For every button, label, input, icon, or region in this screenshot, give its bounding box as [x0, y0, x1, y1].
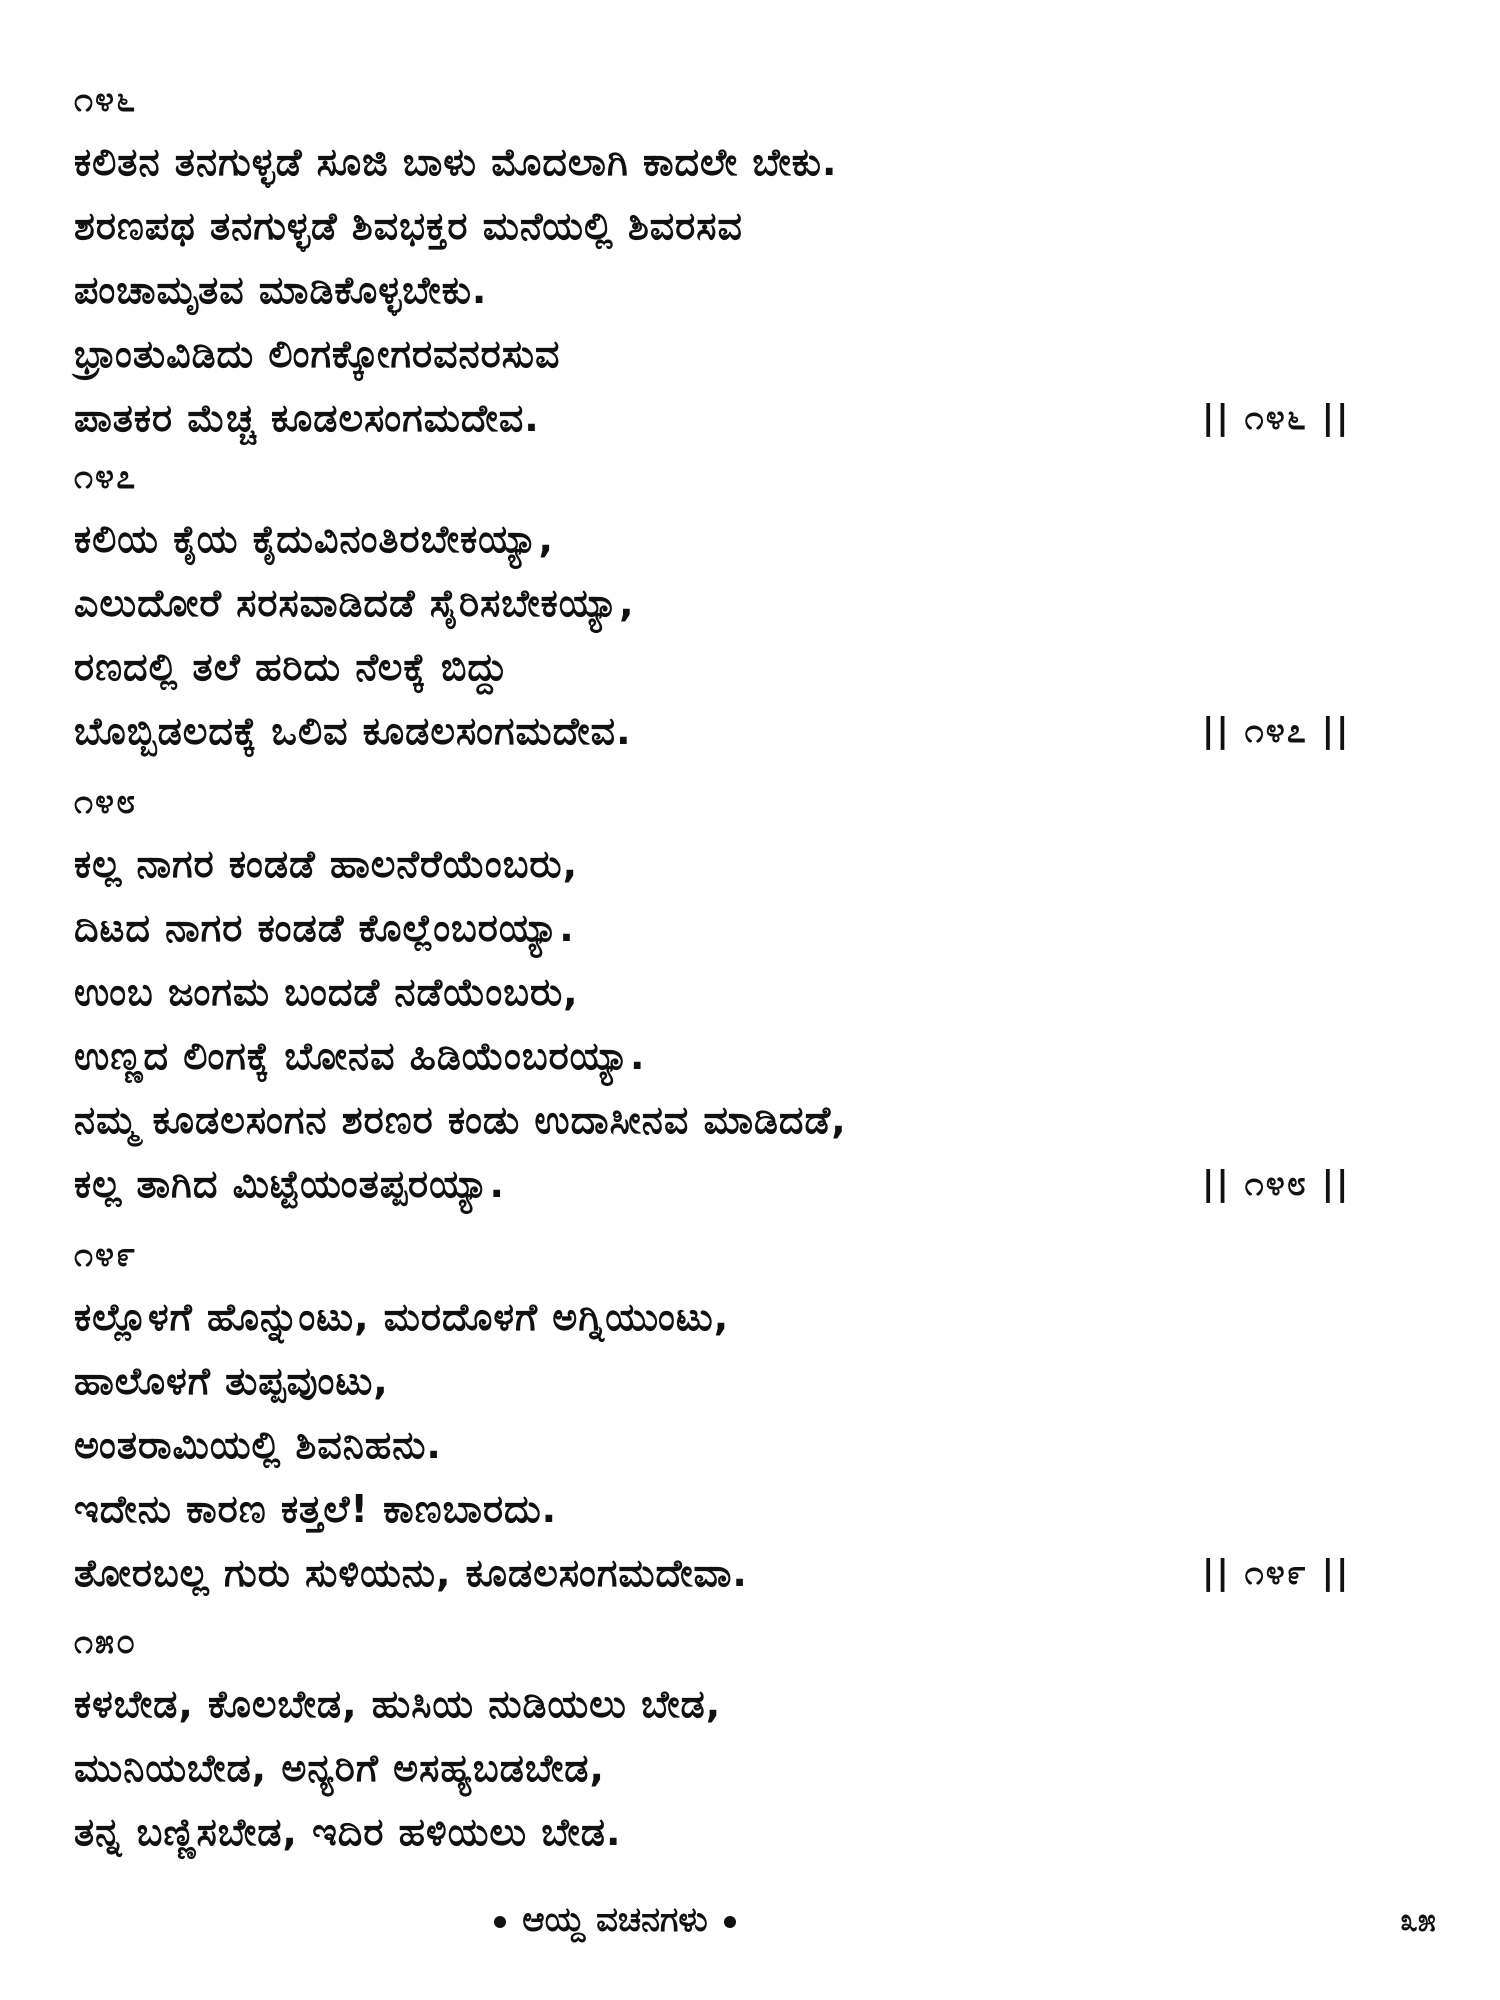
- verse-line: ಕಲಿತನ ತನಗುಳ್ಳಡೆ ಸೂಜಿ ಬಾಳು ಮೊದಲಾಗಿ ಕಾದಲೇ ಬೇಕು.: [74, 140, 838, 184]
- verse-end-marker: || ೧೪೭ ||: [1202, 711, 1351, 751]
- verse-line: ಪಂಚಾಮೃತವ ಮಾಡಿಕೊಳ್ಳಬೇಕು.: [74, 268, 488, 312]
- verse-end-marker: || ೧೪೬ ||: [1202, 398, 1351, 438]
- verse-line-text: ಬೊಬ್ಬಿಡಲದಕ್ಕೆ ಒಲಿವ ಕೂಡಲಸಂಗಮದೇವ.: [74, 709, 632, 753]
- verse-line: ಕಳಬೇಡ, ಕೊಲಬೇಡ, ಹುಸಿಯ ನುಡಿಯಲು ಬೇಡ,: [74, 1682, 722, 1726]
- verse-150: [74, 1620, 1384, 1864]
- verse-end-marker: || ೧೪೮ ||: [1202, 1164, 1351, 1204]
- verse-last-line: [74, 386, 1384, 450]
- verse-line-text: ಪಾತಕರ ಮೆಚ್ಚ ಕೂಡಲಸಂಗಮದೇವ.: [74, 396, 540, 440]
- verse-number: ೧೪೭: [74, 457, 138, 497]
- verse-line: ಕಲ್ಲೊಳಗೆ ಹೊನ್ನುಂಟು, ಮರದೊಳಗೆ ಅಗ್ನಿಯುಂಟು,: [74, 1295, 730, 1339]
- verse-line: ದಿಟದ ನಾಗರ ಕಂಡಡೆ ಕೊಲ್ಲೆಂಬರಯ್ಯಾ.: [74, 906, 575, 950]
- verse-number: ೧೫೦: [74, 1622, 138, 1662]
- verse-line: ಹಾಲೊಳಗೆ ತುಪ್ಪವುಂಟು,: [74, 1359, 389, 1403]
- verse-148: [74, 780, 1384, 1216]
- page-footer: [0, 1895, 1500, 1945]
- verse-149: [74, 1233, 1384, 1605]
- verse-line: ಭ್ರಾಂತುವಿಡಿದು ಲಿಂಗಕ್ಕೋಗರವನರಸುವ: [74, 332, 561, 376]
- verse-end-marker: || ೧೪೯ ||: [1202, 1553, 1351, 1593]
- verse-146: [74, 78, 1384, 450]
- running-footer: [0, 1895, 1230, 1945]
- verse-line: ಶರಣಪಥ ತನಗುಳ್ಳಡೆ ಶಿವಭಕ್ತರ ಮನೆಯಲ್ಲಿ ಶಿವರಸವ: [74, 204, 743, 248]
- verse-line: ನಮ್ಮ ಕೂಡಲಸಂಗನ ಶರಣರ ಕಂಡು ಉದಾಸೀನವ ಮಾಡಿದಡೆ,: [74, 1098, 847, 1142]
- verse-number: ೧೪೬: [74, 80, 138, 120]
- footer-title-text: ಆಯ್ದ ವಚನಗಳು: [522, 1900, 708, 1940]
- verse-line: ತನ್ನ ಬಣ್ಣಿಸಬೇಡ, ಇದಿರ ಹಳಿಯಲು ಬೇಡ.: [74, 1810, 622, 1854]
- verse-line: ಅಂತರಾಮಿಯಲ್ಲಿ ಶಿವನಿಹನು.: [74, 1423, 442, 1467]
- verse-line: ಕಲಿಯ ಕೈಯ ಕೈದುವಿನಂತಿರಬೇಕಯ್ಯಾ,: [74, 517, 554, 561]
- page-number: ೩೫: [1400, 1901, 1436, 1939]
- verse-line: ರಣದಲ್ಲಿ ತಲೆ ಹರಿದು ನೆಲಕ್ಕೆ ಬಿದ್ದು: [74, 645, 509, 689]
- verse-line: ಇದೇನು ಕಾರಣ ಕತ್ತಲೆ! ಕಾಣಬಾರದು.: [74, 1487, 558, 1531]
- verse-line-text: ತೋರಬಲ್ಲ ಗುರು ಸುಳಿಯನು, ಕೂಡಲಸಂಗಮದೇವಾ.: [74, 1551, 748, 1595]
- verse-line: ಮುನಿಯಬೇಡ, ಅನ್ಯರಿಗೆ ಅಸಹ್ಯಬಡಬೇಡ,: [74, 1746, 605, 1790]
- verse-line: ಕಲ್ಲ ನಾಗರ ಕಂಡಡೆ ಹಾಲನೆರೆಯೆಂಬರು,: [74, 842, 579, 886]
- verse-last-line: [74, 1541, 1384, 1605]
- verse-number: ೧೪೮: [74, 782, 138, 822]
- verse-number: ೧೪೯: [74, 1235, 138, 1275]
- verse-147: [74, 455, 1384, 763]
- verse-line: ಉಂಬ ಜಂಗಮ ಬಂದಡೆ ನಡೆಯೆಂಬರು,: [74, 970, 579, 1014]
- verse-line: ಎಲುದೋರೆ ಸರಸವಾಡಿದಡೆ ಸೈರಿಸಬೇಕಯ್ಯಾ,: [74, 581, 635, 625]
- verse-last-line: [74, 699, 1384, 763]
- verse-line-text: ಕಲ್ಲ ತಾಗಿದ ಮಿಟ್ಟೆಯಂತಪ್ಪರಯ್ಯಾ.: [74, 1162, 505, 1206]
- verse-last-line: [74, 1152, 1384, 1216]
- bullet-icon: [494, 1916, 506, 1928]
- verse-line: ಉಣ್ಣದ ಲಿಂಗಕ್ಕೆ ಬೋನವ ಹಿಡಿಯೆಂಬರಯ್ಯಾ.: [74, 1034, 646, 1078]
- bullet-icon: [724, 1916, 736, 1928]
